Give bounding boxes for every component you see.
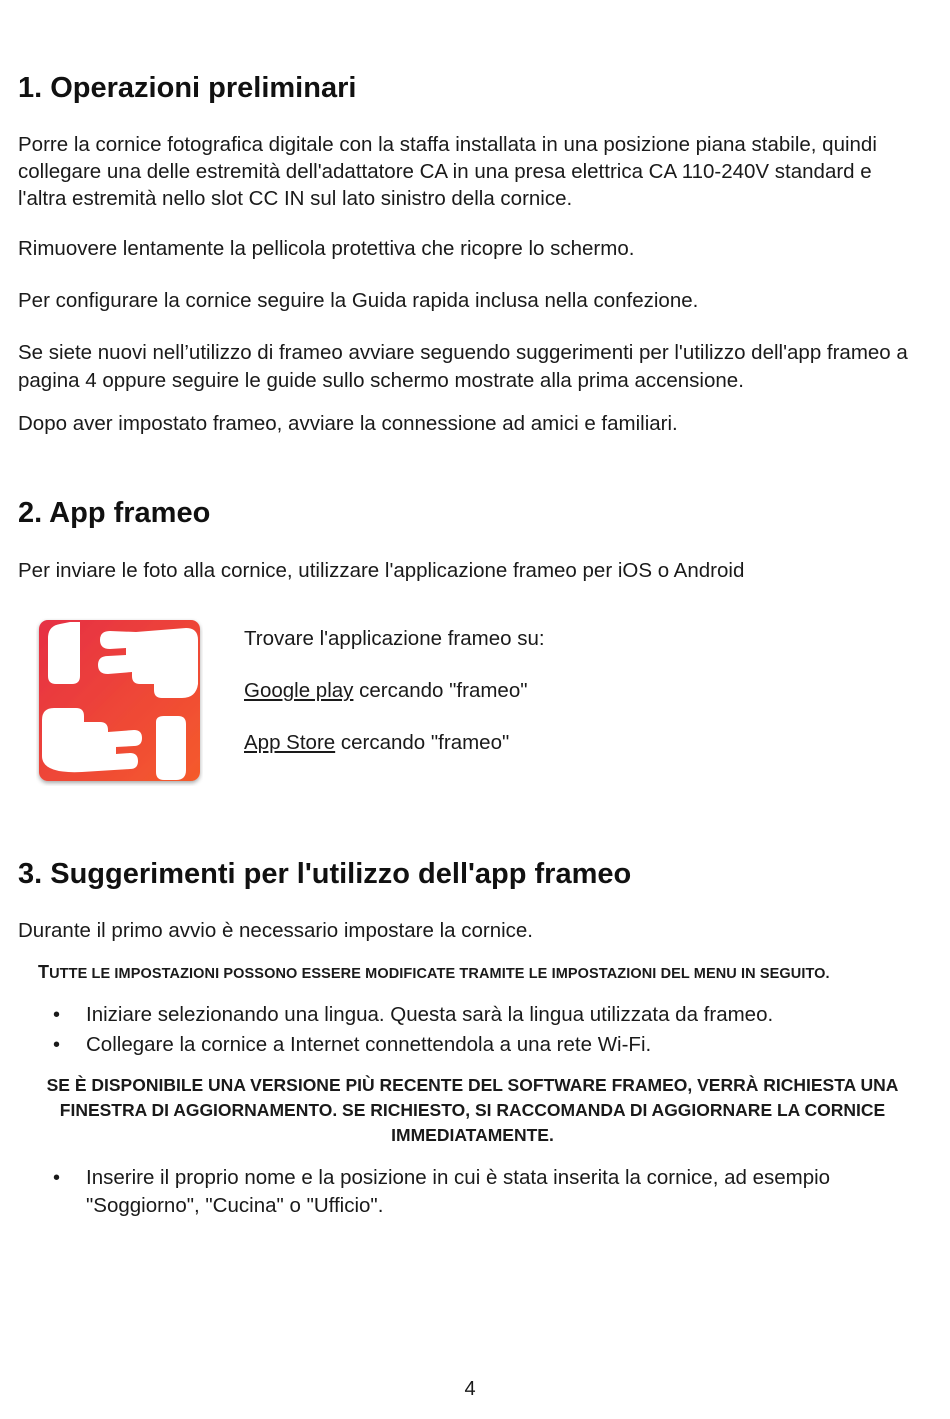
paragraph-first-start: Durante il primo avvio è necessario impostare la cornice.: [18, 919, 534, 942]
bullet-icon: •: [53, 1167, 61, 1189]
paragraph-connect-friends: Dopo aver impostato frameo, avviare la connessione ad amici e familiari.: [18, 412, 678, 435]
paragraph-new-users: Se siete nuovi nell’utilizzo di frameo avviare seguendo suggerimenti per l'utilizzo dell'app frameo a pagina 4 oppure seguire le guide sullo schermo mostrate alla prima accensione.: [18, 341, 908, 392]
google-play-link[interactable]: Google play: [244, 679, 354, 702]
update-warning: SE È DISPONIBILE UNA VERSIONE PIÙ RECENTE DEL SOFTWARE FRAMEO, VERRÀ RICHIESTA UNA FINESTRA DI AGGIORNAMENTO. SE RICHIESTO, SI RACCOMANDA DI AGGIORNARE LA CORNICE IMMEDIATAMENTE.: [46, 1075, 899, 1145]
section-title-tips: 3. Suggerimenti per l'utilizzo dell'app frameo: [18, 858, 632, 890]
app-store-line: [244, 729, 894, 756]
paragraph-setup: Porre la cornice fotografica digitale con la staffa installata in una posizione piana stabile, quindi collegare una delle estremità dell'adattatore CA in una presa elettrica CA 110-240V standard e l'altra estremità nello slot CC IN sul lato sinistro della cornice.: [18, 133, 877, 210]
list-item: [18, 1001, 923, 1029]
bullet-icon: •: [53, 1034, 61, 1056]
list-item: [18, 1031, 923, 1059]
paragraph-remove-film: Rimuovere lentamente la pellicola protettiva che ricopre lo schermo.: [18, 237, 635, 260]
google-play-line: [244, 677, 894, 704]
list-item-text: Inserire il proprio nome e la posizione in cui è stata inserita la cornice, ad esempio "Soggiorno", "Cucina" o "Ufficio".: [86, 1166, 831, 1217]
section-title-operazioni: 1. Operazioni preliminari: [18, 72, 357, 104]
google-play-suffix: cercando "frameo": [353, 679, 528, 702]
list-item-text: Collegare la cornice a Internet connettendola a una rete Wi-Fi.: [86, 1033, 652, 1056]
section-title-app: 2. App frameo: [18, 497, 211, 529]
list-item: [18, 1164, 923, 1220]
page-number: 4: [464, 1378, 476, 1400]
find-app-label: Trovare l'applicazione frameo su:: [244, 627, 545, 650]
settings-note: TUTTE LE IMPOSTAZIONI POSSONO ESSERE MODIFICATE TRAMITE LE IMPOSTAZIONI DEL MENU IN SEGUITO.: [38, 962, 830, 982]
frameo-logo-icon: [36, 618, 203, 786]
paragraph-quick-guide: Per configurare la cornice seguire la Guida rapida inclusa nella confezione.: [18, 289, 699, 312]
setup-steps-list-b: [18, 1164, 923, 1220]
bullet-icon: •: [53, 1004, 61, 1026]
setup-steps-list-a: [18, 1001, 923, 1059]
app-store-suffix: cercando "frameo": [335, 731, 510, 754]
list-item-text: Iniziare selezionando una lingua. Questa sarà la lingua utilizzata da frameo.: [86, 1003, 774, 1026]
paragraph-app-intro: Per inviare le foto alla cornice, utilizzare l'applicazione frameo per iOS o Android: [18, 559, 745, 582]
app-store-link[interactable]: App Store: [244, 731, 336, 754]
